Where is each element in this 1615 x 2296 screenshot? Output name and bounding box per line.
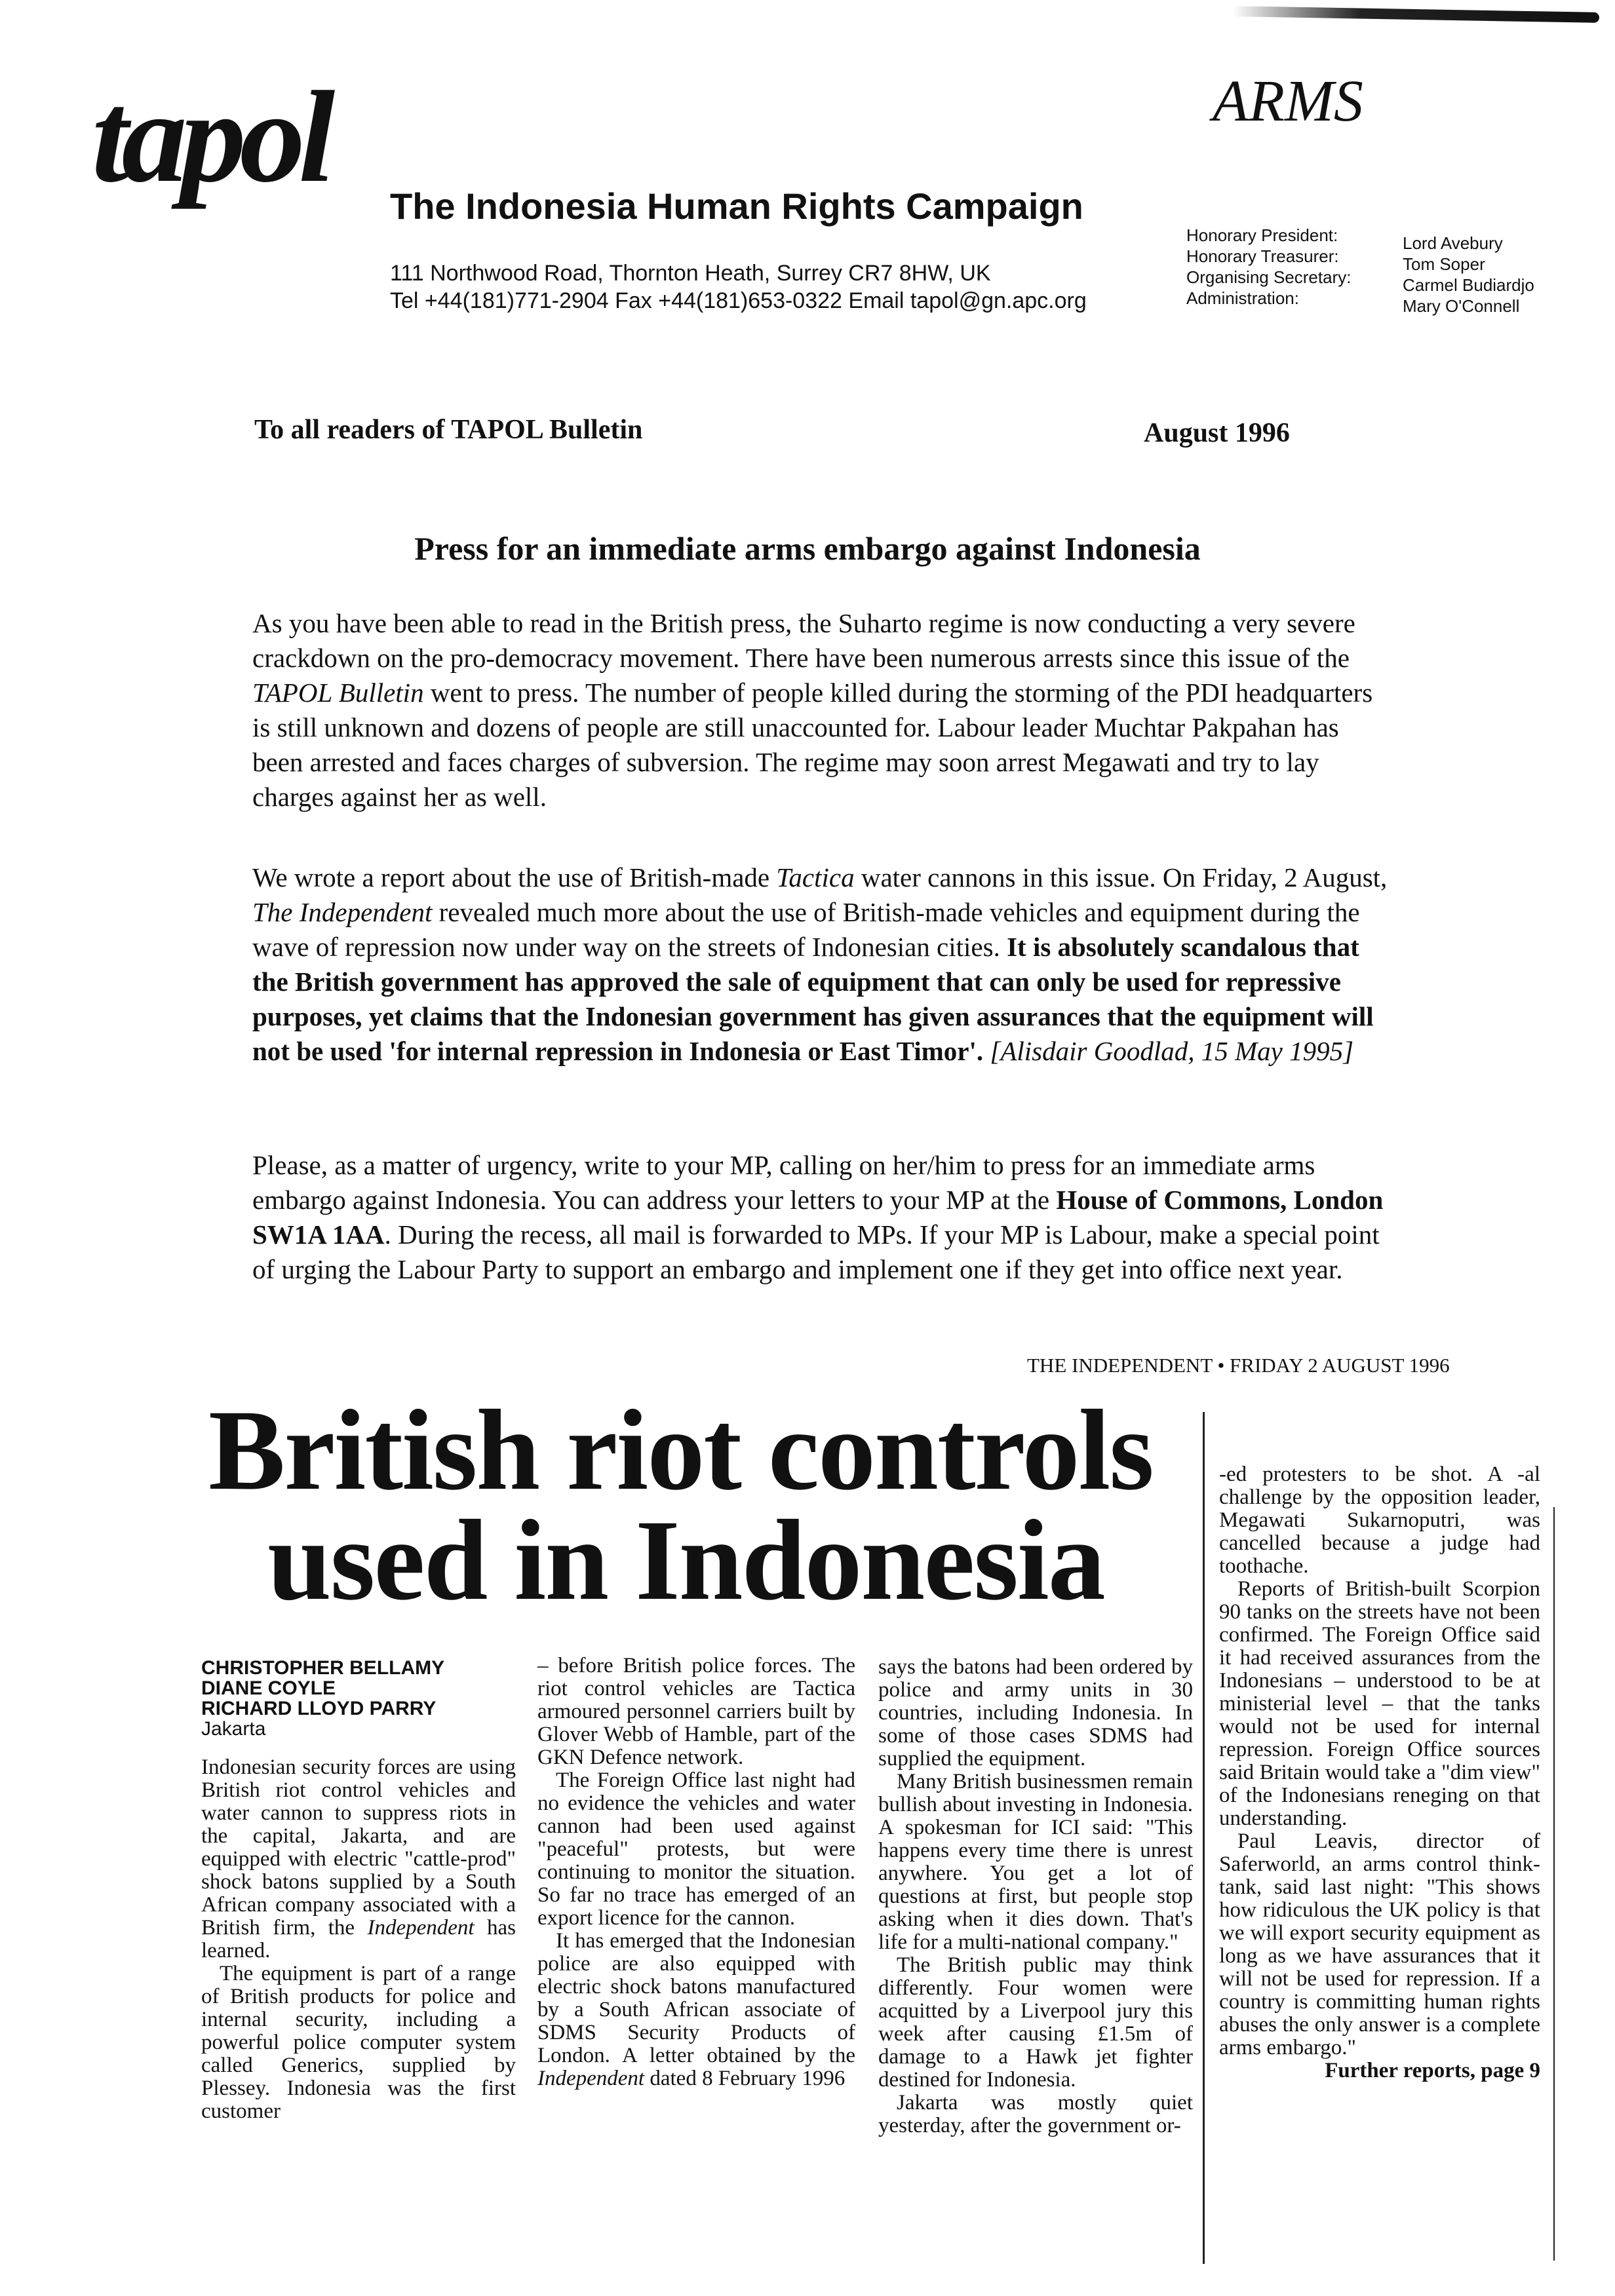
article-paragraph: The equipment is part of a range of British products for police and internal security, including a powerful police computer system called Generics, supplied by Plessey. Indonesia was the first customer [201,1962,516,2123]
tapol-logo: tapol [92,65,329,210]
officer-role: Honorary President: [1186,225,1338,245]
letter-paragraph-1 [252,606,1393,814]
column-divider [1203,1412,1205,2264]
article-paragraph: ‑ed protesters to be shot. A ‑al challenge by the opposition leader, Megawati Sukarnoputri, was cancelled because a judge had toothache. [1219,1463,1540,1578]
text-run: has learned. [201,1916,516,1962]
clipping-column-3 [878,1656,1193,2137]
text-run: It has emerged that the Indonesian police are also equipped with electric shock batons manufactured by a South African associate of SDMS Security Products of London. A letter obtained by the [537,1929,855,2067]
dateline: Jakarta [201,1718,266,1740]
article-paragraph: Jakarta was mostly quiet yesterday, after the government or- [878,2091,1193,2137]
letter-date: August 1996 [1144,418,1290,448]
article-paragraph: Reports of British-built Scorpion 90 tanks on the streets have not been confirmed. The Foreign Office said it had received assurances from the Indonesians – understood to be at ministerial level – that the tanks would not be used for internal repression. Foreign Office sources said Britain would take a "dim view" of the Indonesians reneging on that understanding. [1219,1577,1540,1830]
article-paragraph [201,1756,516,1962]
clipping-headline [208,1387,1205,1624]
officer-name: Mary O'Connell [1403,296,1520,316]
article-paragraph: says the batons had been ordered by police and army units in 30 countries, including Indonesia. In some of those cases SDMS had supplied the equipment. [878,1655,1193,1770]
clipping-column-1 [201,1658,516,2123]
column-divider [1553,1507,1555,2261]
org-name: The Indonesia Human Rights Campaign [390,185,1083,227]
text-run: . During the recess, all mail is forwarded to MPs. If your MP is Labour, make a special point of urging the Labour Party to support an embargo and implement one if they get into office next year. [252,1219,1380,1284]
officer-names [1403,233,1534,316]
article-paragraph: Paul Leavis, director of Saferworld, an arms control think-tank, said last night: "This shows how ridiculous the UK policy is that we will export security equipment as long as we have assurances that it will not be used for repression. If a country is committing human rights abuses the only answer is a complete arms embargo." [1219,1829,1540,2059]
letter-recipient: To all readers of TAPOL Bulletin [254,415,643,445]
letter-paragraph-3 [252,1148,1393,1287]
officer-name: Tom Soper [1403,254,1485,274]
text-run: went to press. The number of people killed during the storming of the PDI headquarters is still unknown and dozens of people are still unaccounted for. Labour leader Muchtar Pakpahan has been arrested and faces charges of subversion. The regime may soon arrest Megawati and try to lay charges against her as well. [252,678,1373,812]
byline: DIANE COYLE [201,1677,336,1699]
byline: RICHARD LLOYD PARRY [201,1698,437,1719]
clipping-column-4 [1219,1463,1540,2082]
article-paragraph: Many British businessmen remain bullish about investing in Indonesia. A spokesman for ICI said: "This happens every time there is unrest anywhere. You get a lot of questions at first, but people stop asking when it dies down. That's life for a multi-national company." [878,1770,1193,1954]
headline-line-1: British riot controls [208,1387,1153,1514]
byline: CHRISTOPHER BELLAMY [201,1657,445,1679]
newspaper-name: The Independent [252,897,433,927]
text-run: As you have been able to read in the British press, the Suharto regime is now conducting a very severe crackdown on the pro-democracy movement. There have been numerous arrests since this issue of the [252,608,1355,673]
newspaper-name: Independent [367,1916,475,1940]
text-run: Please, as a matter of urgency, write to your MP, calling on her/him to press for an immediate arms embargo against Indonesia. You can address your letters to your MP at the [252,1150,1315,1215]
product-name: Tactica [776,862,855,892]
officer-name: Carmel Budiardjo [1403,275,1534,295]
newspaper-credit: THE INDEPENDENT • FRIDAY 2 AUGUST 1996 [1027,1354,1450,1377]
text-run: revealed much more about the use of British-made vehicles and equipment during the wave of repression now under way on the streets of Indonesian cities. [252,897,1360,962]
address-line: 111 Northwood Road, Thornton Heath, Surrey CR7 8HW, UK [390,261,991,286]
officer-role: Organising Secretary: [1186,267,1352,287]
bylines [201,1658,516,1739]
officer-roles [1186,225,1351,309]
officer-name: Lord Avebury [1403,233,1503,253]
article-paragraph: The Foreign Office last night had no evidence the vehicles and water cannon had been used against "peaceful" protests, but were continuing to monitor the situation. So far no trace has emerged of an export licence for the cannon. [537,1769,855,1930]
contact-line: Tel +44(181)771-2904 Fax +44(181)653-0322 Email tapol@gn.apc.org [390,288,1087,313]
clipping-column-2 [537,1655,855,2090]
handwritten-note: ARMS [1213,69,1363,134]
emphasis-text: It is absolutely scandalous that the British government has approved the sale of equipment that can only be used for repressive purposes, yet claims that the Indonesian government has given assurances that the equipment will not be used 'for internal repression in Indonesia or East Timor'. [252,932,1374,1066]
officer-role: Administration: [1186,288,1299,308]
further-reports-note: Further reports, page 9 [1325,2059,1540,2082]
article-paragraph [537,1930,855,2090]
newspaper-name: Independent [537,2067,645,2090]
text-run: Indonesian security forces are using British riot control vehicles and water cannon to suppress riots in the capital, Jakarta, and are equipped with electric "cattle-prod" shock batons supplied by a South African company associated with a British firm, the [201,1755,516,1940]
scan-streak [1232,6,1599,23]
citation: [Alisdair Goodlad, 15 May 1995] [983,1036,1354,1066]
address-emphasis: House of Commons, London SW1A 1AA [252,1185,1384,1250]
address-block [390,259,1087,315]
bulletin-title: TAPOL Bulletin [252,678,424,708]
text-run: water cannons in this issue. On Friday, 2 August, [854,862,1388,892]
letter-headline: Press for an immediate arms embargo against Indonesia [414,530,1201,567]
headline-line-2: used in Indonesia [267,1497,1104,1624]
officer-role: Honorary Treasurer: [1186,246,1339,266]
letter-paragraph-2 [252,860,1393,1069]
article-paragraph: The British public may think differently. Four women were acquitted by a Liverpool jury this week after causing £1.5m of damage to a Hawk jet fighter destined for Indonesia. [878,1953,1193,2092]
text-run: We wrote a report about the use of British-made [252,862,777,892]
article-paragraph: – before British police forces. The riot control vehicles are Tactica armoured personnel carriers built by Glover Webb of Hamble, part of the GKN Defence network. [537,1654,855,1769]
text-run: dated 8 February 1996 [644,2067,846,2090]
